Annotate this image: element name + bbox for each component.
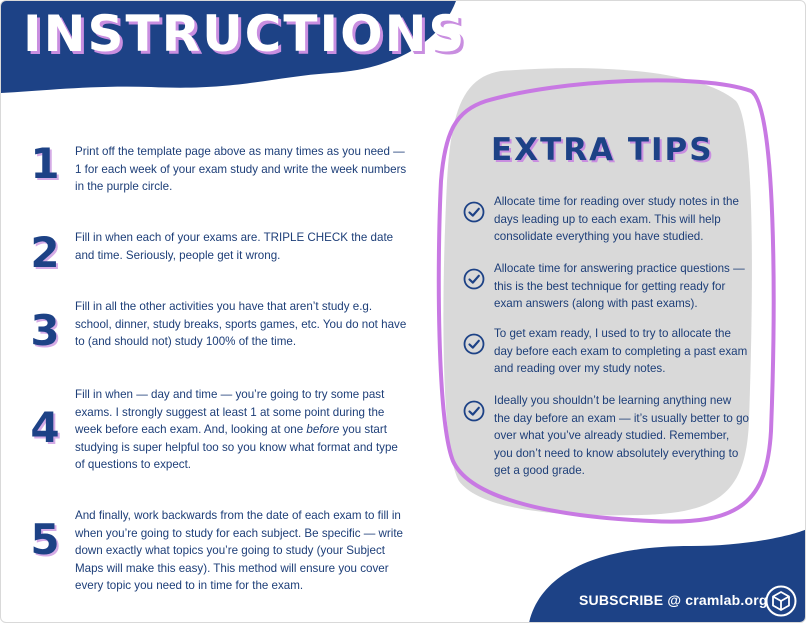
check-circle-icon xyxy=(463,201,485,223)
step-text-part: Fill in when — day and time — you’re going to try some past exams. I strongly suggest at least 1 at some point during the week before each exam. And, looking at one xyxy=(75,388,385,436)
page-title: INSTRUCTIONS xyxy=(23,5,467,63)
tips-title: EXTRA TIPS xyxy=(491,132,714,168)
step-text: Fill in all the other activities you have that aren’t study e.g. school, dinner, study breaks, sports games, etc. You do not have to (and should not) study 100% of the time. xyxy=(75,300,407,348)
tip-text: To get exam ready, I used to try to allocate the day before each exam to completing a past exam and reading over my study notes. xyxy=(494,327,748,375)
step-text xyxy=(75,386,410,474)
step-text: Print off the template page above as many times as you need — 1 for each week of your exam study and write the week numbers in the purple circle. xyxy=(75,145,407,193)
step-number: 4 xyxy=(30,403,60,452)
tip-text: Allocate time for reading over study notes in the days leading up to each exam. This will help consolidate everything you have studied. xyxy=(494,195,739,243)
check-circle-icon xyxy=(463,333,485,355)
tip-text: Ideally you shouldn’t be learning anything new the day before an exam — it’s usually better to go over what you’ve already studied. Remember, you don’t need to know absolutely everything to get a good grade. xyxy=(494,394,749,477)
cramlab-cube-icon[interactable] xyxy=(765,585,797,617)
subscribe-link[interactable]: SUBSCRIBE @ cramlab.org xyxy=(579,592,768,608)
step-number: 5 xyxy=(30,515,60,564)
check-circle-icon xyxy=(463,400,485,422)
step-text-emphasis: before xyxy=(306,423,340,436)
tip-text: Allocate time for answering practice questions — this is the best technique for getting ready for exam answers (along with past exams). xyxy=(494,262,745,310)
step-text: Fill in when each of your exams are. TRIPLE CHECK the date and time. Seriously, people get it wrong. xyxy=(75,231,394,262)
step-number: 2 xyxy=(30,228,60,277)
step-text: And finally, work backwards from the date of each exam to fill in when you’re going to study for each subject. Be specific — write down exactly what topics you’re going to study (your Subject Maps will make this easy). This method will ensure you cover every topic you need to in time for the exam. xyxy=(75,509,404,592)
step-number: 3 xyxy=(30,306,60,355)
step-text-part: you start studying is super helpful too so you know what format and type of questions to expect. xyxy=(75,423,398,471)
step-number: 1 xyxy=(30,139,60,188)
check-circle-icon xyxy=(463,268,485,290)
